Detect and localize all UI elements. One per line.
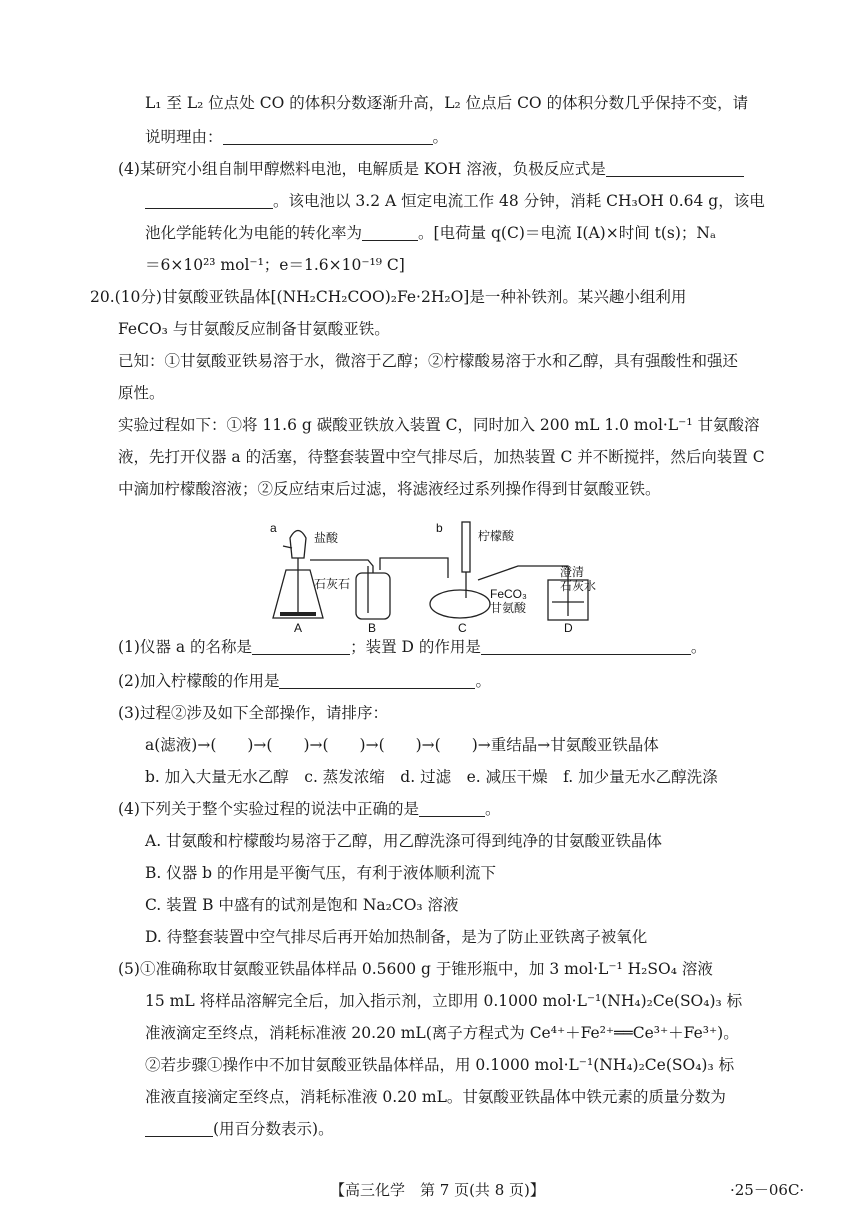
- text-line: [145, 990, 742, 1012]
- text-line: [145, 1022, 739, 1044]
- answer-blank[interactable]: [223, 128, 433, 145]
- line-text: (5)①准确称取甘氨酸亚铁晶体样品 0.5600 g 于锥形瓶中，加 3 mol·L⁻¹ H₂SO₄ 溶液: [118, 960, 713, 978]
- line-text: 。: [484, 800, 501, 818]
- line-text: 15 mL 将样品溶解完全后，加入指示剂，立即用 0.1000 mol·L⁻¹(NH₄)₂Ce(SO₄)₃ 标: [145, 992, 743, 1010]
- line-text: 。该电池以 3.2 A 恒定电流工作 48 分钟，消耗 CH₃OH 0.64 g，该电: [273, 192, 765, 210]
- answer-blank[interactable]: [362, 224, 418, 241]
- line-text: L₁ 至 L₂ 位点处 CO 的体积分数逐渐升高，L₂ 位点后 CO 的体积分数几乎保持不变，请: [145, 94, 749, 112]
- text-line: [145, 926, 647, 948]
- text-line: [145, 862, 496, 884]
- line-text: 准液滴定至终点，消耗标准液 20.20 mL(离子方程式为 Ce⁴⁺＋Fe²⁺══Ce³⁺＋Fe³⁺)。: [145, 1024, 739, 1042]
- line-text: ②若步骤①操作中不加甘氨酸亚铁晶体样品，用 0.1000 mol·L⁻¹(NH₄)₂Ce(SO₄)₃ 标: [145, 1056, 735, 1074]
- text-line: [118, 478, 661, 500]
- answer-blank[interactable]: [145, 192, 273, 209]
- line-text: (4)某研究小组自制甲醇燃料电池，电解质是 KOH 溶液，负极反应式是: [118, 160, 606, 178]
- flask-c: [430, 590, 490, 618]
- label-a: a: [270, 521, 277, 535]
- label-B: B: [368, 621, 377, 635]
- answer-blank[interactable]: [145, 1120, 213, 1137]
- line-text: (4)下列关于整个实验过程的说法中正确的是: [118, 800, 419, 818]
- text-line: [118, 958, 713, 980]
- label-limewater-2: 石灰水: [560, 579, 597, 593]
- text-line: [118, 636, 706, 658]
- line-text: 液，先打开仪器 a 的活塞，待整套装置中空气排尽后，加热装置 C 并不断搅拌，然后向装置 C: [118, 448, 765, 466]
- text-line: [118, 670, 491, 692]
- answer-blank[interactable]: [279, 672, 475, 689]
- label-limewater-1: 澄清: [560, 565, 585, 579]
- text-line: [90, 286, 686, 308]
- line-text: 。[电荷量 q(C)＝电流 I(A)×时间 t(s)；Nₐ: [418, 224, 716, 242]
- text-line: [118, 382, 165, 404]
- line-text: a(滤液)→( )→( )→( )→( )→( )→重结晶→甘氨酸亚铁晶体: [145, 736, 659, 754]
- line-text: 。: [475, 672, 491, 690]
- text-line: [118, 414, 759, 436]
- bottle-b: [356, 573, 390, 619]
- answer-blank[interactable]: [606, 160, 744, 177]
- line-text: A. 甘氨酸和柠檬酸均易溶于乙醇，用乙醇洗涤可得到纯净的甘氨酸亚铁晶体: [145, 832, 663, 850]
- line-text: b. 加入大量无水乙醇 c. 蒸发浓缩 d. 过滤 e. 减压干燥 f. 加少量无水乙醇洗涤: [145, 768, 718, 786]
- label-D: D: [564, 621, 573, 635]
- line-text: 。: [690, 638, 707, 656]
- label-citric: 柠檬酸: [478, 529, 515, 543]
- text-line: [118, 350, 738, 372]
- label-limestone: 石灰石: [314, 577, 351, 591]
- answer-blank[interactable]: [252, 638, 350, 655]
- text-line: [145, 1118, 334, 1140]
- apparatus-diagram: [268, 518, 608, 636]
- text-line: [145, 92, 748, 114]
- text-line: [118, 158, 744, 180]
- line-text: (用百分数表示)。: [213, 1120, 334, 1138]
- line-text: 中滴加柠檬酸溶液；②反应结束后过滤，将滤液经过系列操作得到甘氨酸亚铁。: [118, 480, 661, 498]
- line-text: (3)过程②涉及如下全部操作，请排序：: [118, 704, 388, 722]
- funnel-a: [290, 531, 306, 559]
- line-text: 原性。: [118, 384, 165, 402]
- line-text: 准液直接滴定至终点，消耗标准液 0.20 mL。甘氨酸亚铁晶体中铁元素的质量分数为: [145, 1088, 726, 1106]
- text-line: [145, 254, 405, 276]
- line-text: ＝6×10²³ mol⁻¹；e＝1.6×10⁻¹⁹ C]: [145, 256, 405, 274]
- text-line: [118, 702, 388, 724]
- label-feco3: FeCO₃: [490, 587, 527, 601]
- text-line: [118, 318, 390, 340]
- text-line: [145, 126, 448, 148]
- footer-code: ·25－06C·: [730, 1181, 805, 1199]
- text-line: [145, 1086, 726, 1108]
- line-text: D. 待整套装置中空气排尽后再开始加热制备，是为了防止亚铁离子被氧化: [145, 928, 648, 946]
- answer-blank[interactable]: [419, 800, 485, 817]
- line-text: C. 装置 B 中盛有的试剂是饱和 Na₂CO₃ 溶液: [145, 896, 459, 914]
- text-line: [145, 830, 662, 852]
- line-text: (2)加入柠檬酸的作用是: [118, 672, 280, 690]
- text-line: [145, 766, 718, 788]
- label-b: b: [436, 521, 443, 535]
- line-text: 已知：①甘氨酸亚铁易溶于水，微溶于乙醇；②柠檬酸易溶于水和乙醇，具有强酸性和强还: [118, 352, 739, 370]
- line-text: (1)仪器 a 的名称是: [118, 638, 253, 656]
- line-text: 。: [432, 128, 449, 146]
- label-C: C: [458, 621, 467, 635]
- line-text: 池化学能转化为电能的转化率为: [145, 224, 363, 242]
- line-text: ；装置 D 的作用是: [350, 638, 481, 656]
- text-line: [145, 222, 716, 244]
- line-text: FeCO₃ 与甘氨酸反应制备甘氨酸亚铁。: [118, 320, 390, 338]
- text-line: [118, 446, 765, 468]
- footer-title: 【高三化学 第 7 页(共 8 页)】: [330, 1181, 545, 1199]
- label-glycine: 甘氨酸: [490, 601, 527, 615]
- line-text: 实验过程如下：①将 11.6 g 碳酸亚铁放入装置 C，同时加入 200 mL 1.0 mol·L⁻¹ 甘氨酸溶: [118, 416, 760, 434]
- text-line: [145, 1054, 734, 1076]
- text-line: [145, 190, 765, 212]
- funnel-b: [462, 522, 470, 572]
- line-text: 20.(10分)甘氨酸亚铁晶体[(NH₂CH₂COO)₂Fe·2H₂O]是一种补铁剂。某兴趣小组利用: [90, 288, 687, 306]
- label-A: A: [294, 621, 303, 635]
- answer-blank[interactable]: [481, 638, 691, 655]
- text-line: [145, 734, 659, 756]
- label-hcl: 盐酸: [314, 531, 339, 545]
- line-text: 说明理由：: [145, 128, 223, 146]
- line-text: B. 仪器 b 的作用是平衡气压，有利于液体顺利流下: [145, 864, 497, 882]
- text-line: [145, 894, 459, 916]
- text-line: [118, 798, 500, 820]
